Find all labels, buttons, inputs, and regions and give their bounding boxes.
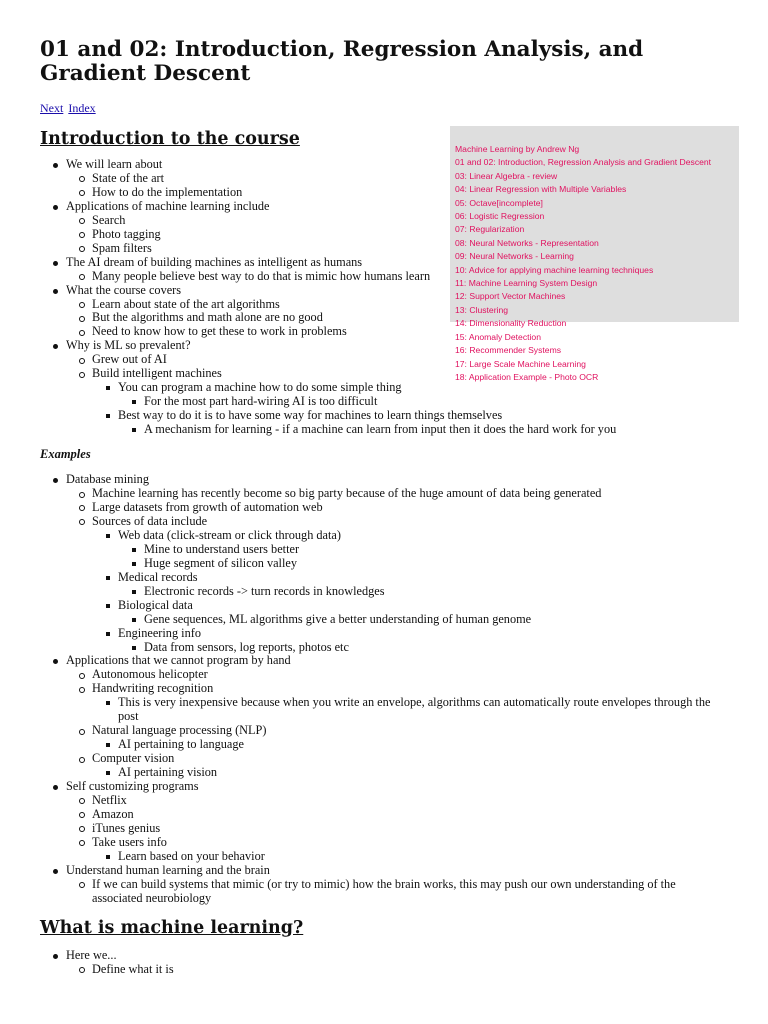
- list-item: Handwriting recognition This is very inexpensive because when you write an envelope, algorithms can automatically route envelopes through the post: [92, 682, 692, 724]
- list-item: Spam filters: [92, 242, 740, 256]
- list-item: Grew out of AI: [92, 353, 740, 367]
- sidebar-item[interactable]: 18: Application Example - Photo OCR: [455, 371, 599, 382]
- sidebar-item[interactable]: 16: Recommender Systems: [455, 345, 562, 356]
- list-item: Understand human learning and the brain If we can build systems that mimic (or try to mimic) how the brain works, this may push our own understanding of the associated neurobiology: [66, 864, 666, 906]
- list-item: Define what it is: [92, 963, 740, 977]
- intro-heading: Introduction to the course: [40, 129, 300, 149]
- list-item: Applications that we cannot program by hand Autonomous helicopter Handwriting recognition This is very inexpensive because when you write an envelope, algorithms can automatically route envelopes through the post Natural language processing (NLP) AI pertaining to language Computer vision AI pertaining vision: [66, 654, 666, 780]
- list-item: Best way to do it is to have some way for machines to learn things themselves A mechanism for learning - if a machine can learn from input then it does the hard work for you: [118, 409, 740, 437]
- list-item: Database mining Machine learning has recently become so big party because of the huge amount of data being generated Large datasets from growth of automation web Sources of data include Web data (click-stream or click through data) Mine to understand users better Huge segment of silicon valley Medical records Electronic records -> turn records in knowledges Biological data Gene sequences, ML algorithms give a better understanding of human genome Engineering info Data from sensors, log reports, photos etc: [66, 473, 666, 654]
- list-item: We will learn about State of the art How to do the implementation: [66, 158, 740, 200]
- list-item: Web data (click-stream or click through data) Mine to understand users better Huge segment of silicon valley: [118, 529, 718, 571]
- list-item: Here we... Define what it is: [66, 949, 740, 977]
- list-item: Autonomous helicopter: [92, 668, 692, 682]
- list-item: Computer vision AI pertaining vision: [92, 752, 692, 780]
- list-item: iTunes genius: [92, 822, 692, 836]
- list-item: Gene sequences, ML algorithms give a better understanding of human genome: [144, 613, 744, 627]
- list-item: AI pertaining vision: [118, 766, 718, 780]
- list-item: The AI dream of building machines as intelligent as humans Many people believe best way to do that is mimic how humans learn: [66, 256, 740, 284]
- list-item: How to do the implementation: [92, 186, 740, 200]
- sidebar-item[interactable]: 12: Support Vector Machines: [455, 291, 566, 302]
- nav-links: [40, 101, 740, 115]
- list-item: Take users info Learn based on your behavior: [92, 836, 692, 864]
- examples-list: [40, 473, 740, 906]
- sidebar-item[interactable]: 13: Clustering: [455, 304, 509, 315]
- sidebar-item[interactable]: 07: Regularization: [455, 224, 525, 235]
- sidebar-item[interactable]: 09: Neural Networks - Learning: [455, 251, 574, 262]
- sidebar-item[interactable]: 01 and 02: Introduction, Regression Analysis and Gradient Descent: [455, 157, 712, 168]
- sidebar-item[interactable]: 08: Neural Networks - Representation: [455, 237, 599, 248]
- sidebar-header[interactable]: Machine Learning by Andrew Ng: [455, 144, 580, 154]
- index-link[interactable]: Index: [68, 101, 96, 115]
- list-item: Self customizing programs Netflix Amazon iTunes genius Take users info Learn based on your behavior: [66, 780, 666, 864]
- list-item: Why is ML so prevalent? Grew out of AI Build intelligent machines You can program a machine how to do some simple thing For the most part hard-wiring AI is too difficult Best way to do it is to have some way for machines to learn things themselves A mechanism for learning - if a machine can learn from input then it does the hard work for you: [66, 339, 740, 437]
- list-item: Natural language processing (NLP) AI pertaining to language: [92, 724, 692, 752]
- list-item: AI pertaining to language: [118, 738, 718, 752]
- examples-label: Examples: [40, 447, 91, 462]
- list-item: Netflix: [92, 794, 692, 808]
- what-list: [40, 949, 740, 977]
- list-item: State of the art: [92, 172, 740, 186]
- list-item: Machine learning has recently become so big party because of the huge amount of data being generated: [92, 487, 732, 501]
- list-item: Engineering info Data from sensors, log reports, photos etc: [118, 627, 718, 655]
- list-item: If we can build systems that mimic (or try to mimic) how the brain works, this may push our own understanding of the associated neurobiology: [92, 878, 714, 906]
- list-item: For the most part hard-wiring AI is too difficult: [144, 395, 740, 409]
- list-item: Electronic records -> turn records in knowledges: [144, 585, 744, 599]
- list-item: Large datasets from growth of automation web: [92, 501, 692, 515]
- sidebar-item[interactable]: 15: Anomaly Detection: [455, 331, 541, 342]
- list-item: Search: [92, 214, 740, 228]
- what-is-ml-heading: What is machine learning?: [40, 917, 304, 938]
- sidebar-item[interactable]: 10: Advice for applying machine learning techniques: [455, 264, 654, 275]
- list-item: Build intelligent machines You can program a machine how to do some simple thing For the most part hard-wiring AI is too difficult Best way to do it is to have some way for machines to learn things themselves A mechanism for learning - if a machine can learn from input then it does the hard work for you: [92, 367, 740, 437]
- sidebar-item[interactable]: 05: Octave[incomplete]: [455, 197, 543, 208]
- list-item: Huge segment of silicon valley: [144, 557, 744, 571]
- sidebar-item[interactable]: 03: Linear Algebra - review: [455, 170, 558, 181]
- list-item: What the course covers Learn about state of the art algorithms But the algorithms and math alone are no good Need to know how to get these to work in problems: [66, 284, 740, 340]
- list-item: Need to know how to get these to work in problems: [92, 325, 740, 339]
- sidebar-item[interactable]: 11: Machine Learning System Design: [455, 278, 598, 289]
- sidebar-item[interactable]: 17: Large Scale Machine Learning: [455, 358, 586, 369]
- intro-list: [40, 158, 740, 437]
- page-title: 01 and 02: Introduction, Regression Analysis, and Gradient Descent: [40, 37, 644, 86]
- list-item: Applications of machine learning include Search Photo tagging Spam filters: [66, 200, 740, 256]
- sidebar-item[interactable]: 14: Dimensionality Reduction: [455, 318, 567, 329]
- list-item: Many people believe best way to do that is mimic how humans learn: [92, 270, 740, 284]
- list-item: Biological data Gene sequences, ML algorithms give a better understanding of human genome: [118, 599, 718, 627]
- list-item: Amazon: [92, 808, 692, 822]
- page-content: [40, 38, 740, 977]
- list-item: Sources of data include Web data (click-stream or click through data) Mine to understand users better Huge segment of silicon valley Medical records Electronic records -> turn records in knowledges Biological data Gene sequences, ML algorithms give a better understanding of human genome Engineering info Data from sensors, log reports, photos etc: [92, 515, 692, 655]
- list-item: You can program a machine how to do some simple thing For the most part hard-wiring AI is too difficult: [118, 381, 740, 409]
- sidebar-item[interactable]: 06: Logistic Regression: [455, 211, 545, 222]
- list-item: But the algorithms and math alone are no good: [92, 311, 740, 325]
- sidebar-item[interactable]: 04: Linear Regression with Multiple Variables: [455, 184, 627, 195]
- list-item: Learn about state of the art algorithms: [92, 298, 740, 312]
- list-item: Learn based on your behavior: [118, 850, 718, 864]
- list-item: Medical records Electronic records -> turn records in knowledges: [118, 571, 718, 599]
- list-item: This is very inexpensive because when you write an envelope, algorithms can automatically route envelopes through the post: [118, 696, 714, 724]
- list-item: Data from sensors, log reports, photos etc: [144, 641, 744, 655]
- list-item: A mechanism for learning - if a machine can learn from input then it does the hard work for you: [144, 423, 740, 437]
- list-item: Mine to understand users better: [144, 543, 744, 557]
- next-link[interactable]: Next: [40, 101, 64, 115]
- list-item: Photo tagging: [92, 228, 740, 242]
